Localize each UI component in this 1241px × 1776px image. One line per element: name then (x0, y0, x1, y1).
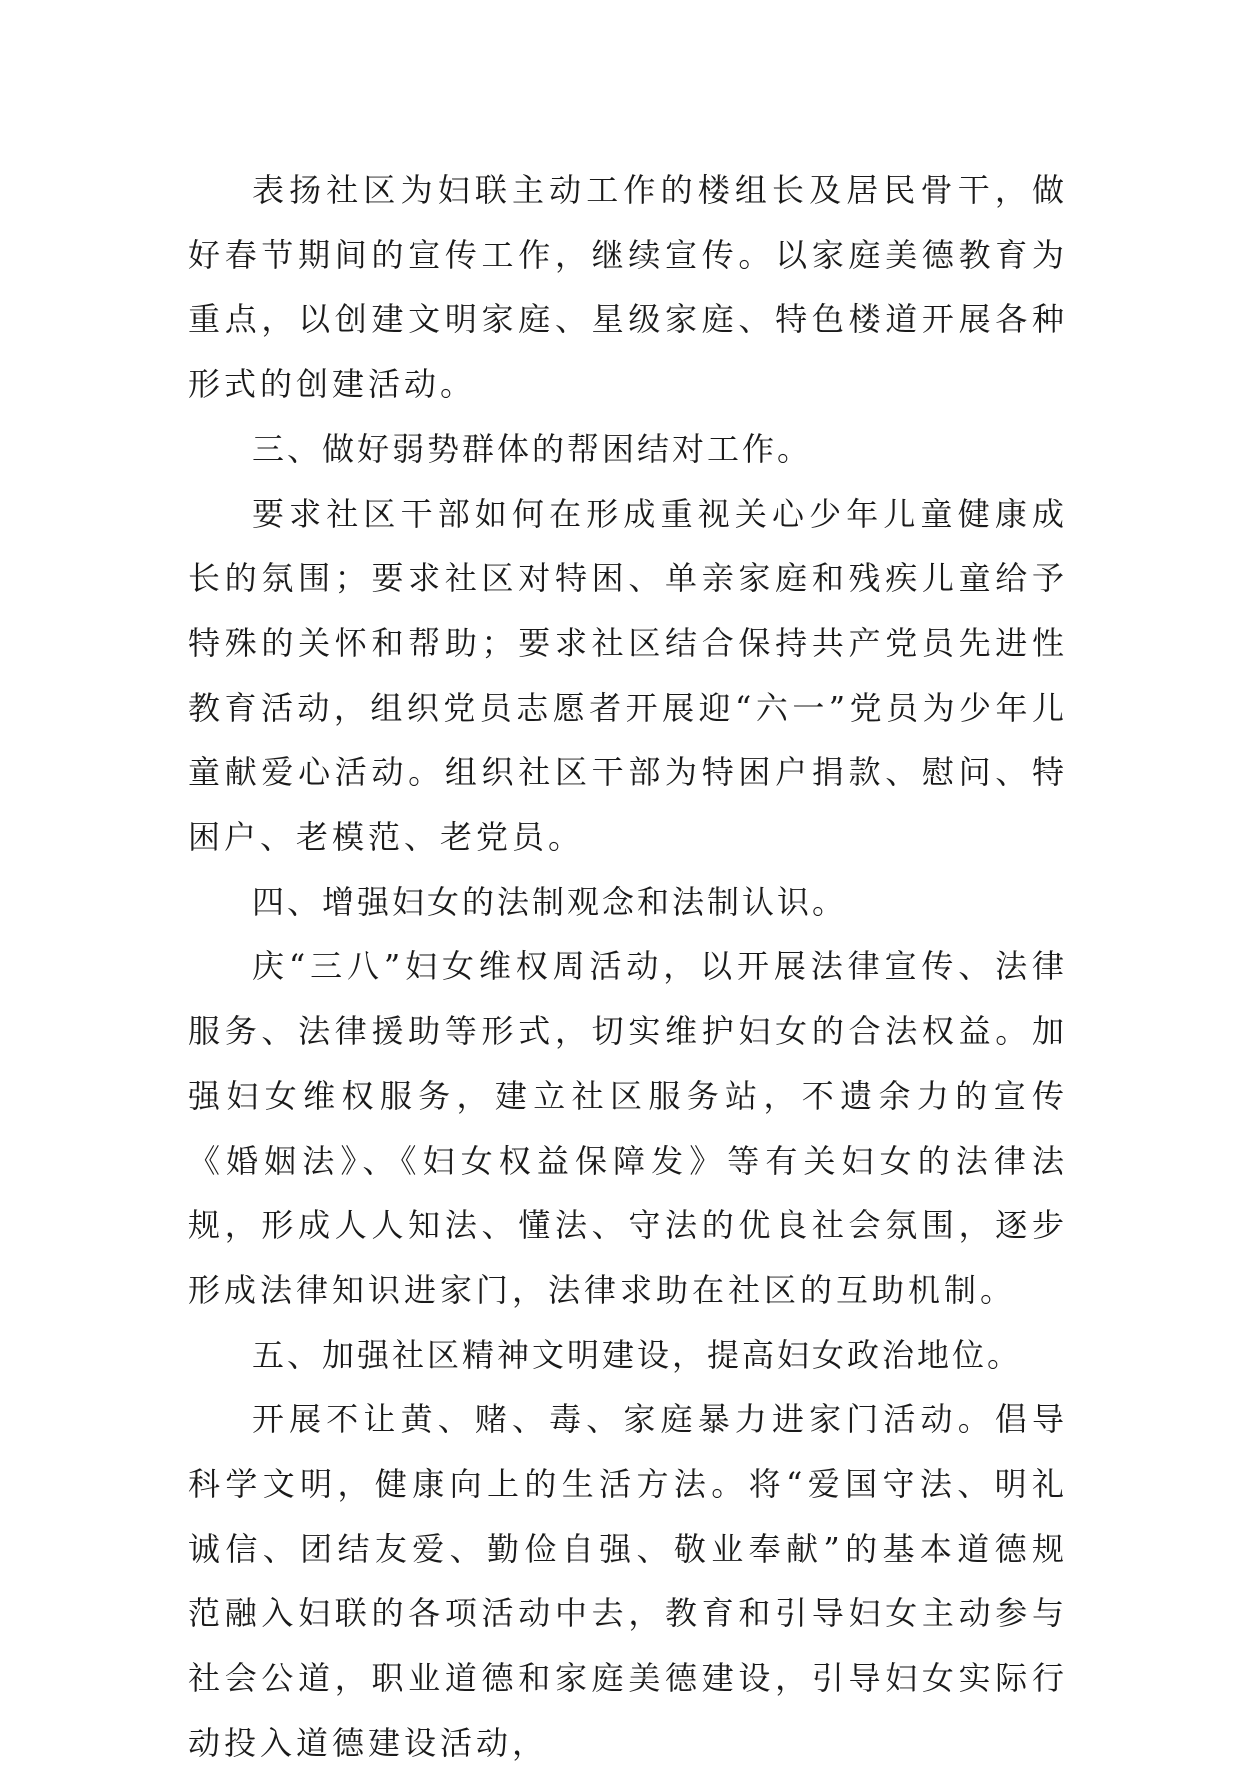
section-heading-four: 四、增强妇女的法制观念和法制认识。 (252, 882, 848, 921)
paragraph-civilization-building: 开展不让黄、赌、毒、家庭暴力进家门活动。倡导科学文明，健康向上的生活方法。将“爱国守法、明礼诚信、团结友爱、勤俭自强、敬业奉献”的基本道德规范融入妇联的各项活动中去，教育和引导妇女主动参与社会公道，职业道德和家庭美德建设，引导妇女实际行动投入道德建设活动， (188, 1400, 1068, 1762)
section-heading-five: 五、加强社区精神文明建设，提高妇女政治地位。 (252, 1335, 1023, 1374)
paragraph-vulnerable-groups: 要求社区干部如何在形成重视关心少年儿童健康成长的氛围；要求社区对特困、单亲家庭和残疾儿童给予特殊的关怀和帮助；要求社区结合保持共产党员先进性教育活动，组织党员志愿者开展迎“六一”党员为少年儿童献爱心活动。组织社区干部为特困户捐款、慰问、特困户、老模范、老党员。 (188, 494, 1068, 857)
section-heading-three: 三、做好弱势群体的帮困结对工作。 (252, 429, 813, 468)
paragraph-womens-rights: 庆“三八”妇女维权周活动，以开展法律宣传、法律服务、法律援助等形式，切实维护妇女的合法权益。加强妇女维权服务，建立社区服务站，不遗余力的宣传《婚姻法》、《妇女权益保障发》等有关妇女的法律法规，形成人人知法、懂法、守法的优良社会氛围，逐步形成法律知识进家门，法律求助在社区的互助机制。 (188, 947, 1068, 1309)
paragraph-praise-volunteers: 表扬社区为妇联主动工作的楼组长及居民骨干，做好春节期间的宣传工作，继续宣传。以家庭美德教育为重点，以创建文明家庭、星级家庭、特色楼道开展各种形式的创建活动。 (188, 171, 1068, 404)
document-body (188, 158, 1068, 1776)
